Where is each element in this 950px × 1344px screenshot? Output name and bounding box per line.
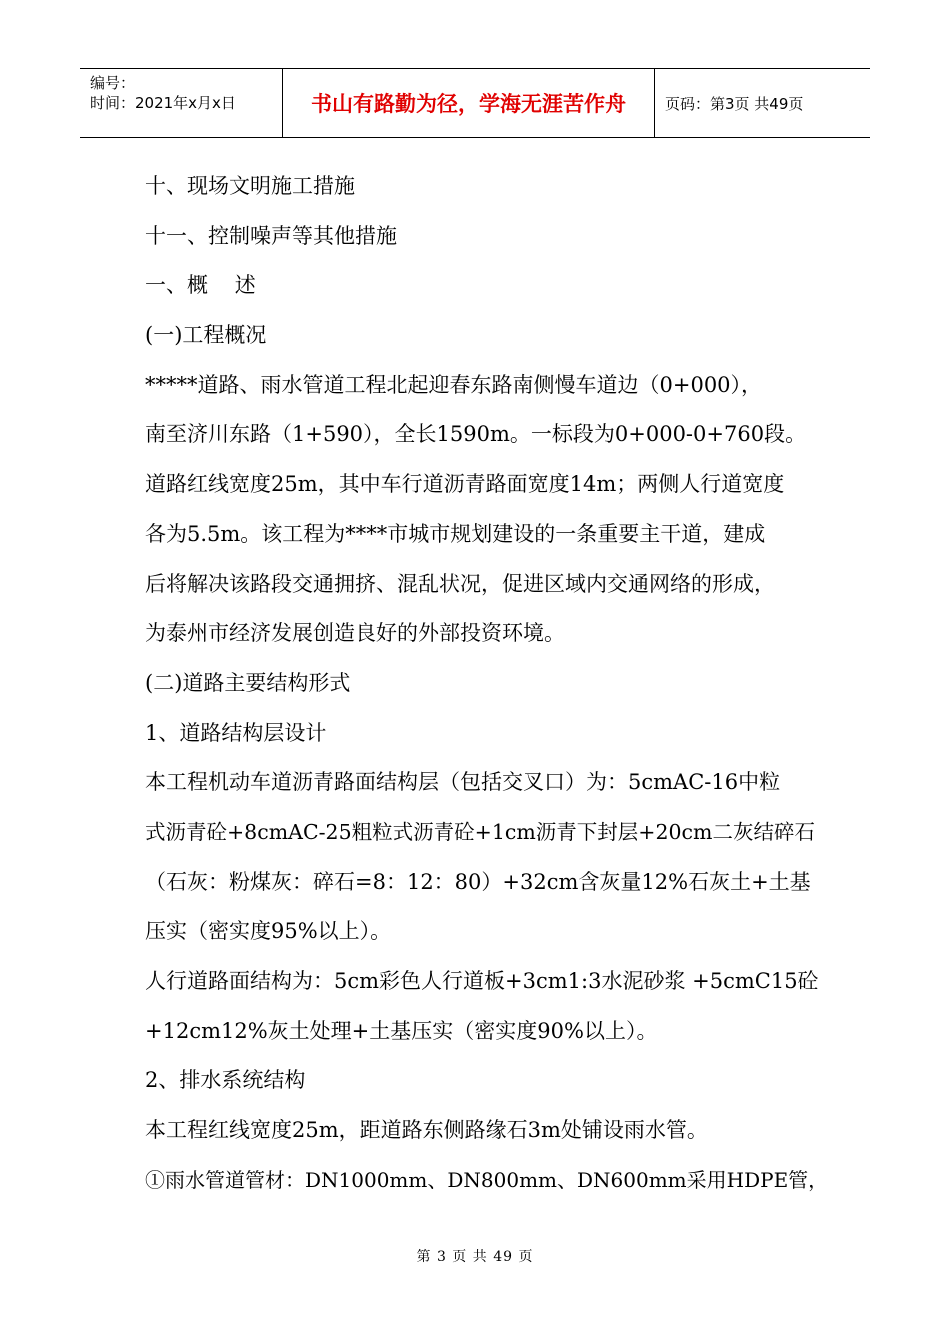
body-line: 2、排水系统结构 — [145, 1068, 306, 1093]
page-header — [80, 68, 870, 138]
body-line: 后将解决该路段交通拥挤、混乱状况，促进区域内交通网络的形成， — [145, 571, 775, 596]
body-line: (二)道路主要结构形式 — [145, 670, 351, 695]
body-line: ①雨水管道管材：DN1000mm、DN800mm、DN600mm采用HDPE管， — [145, 1167, 829, 1192]
document-time: 时间：2021年x月x日 — [90, 94, 236, 112]
body-line: 本工程机动车道沥青路面结构层（包括交叉口）为：5cmAC-16中粒 — [145, 770, 781, 795]
body-line: 一、概 述 — [145, 273, 256, 298]
body-line: （石灰：粉煤灰：碎石=8：12：80）+32cm含灰量12%石灰土+土基 — [145, 869, 811, 894]
body-line: 本工程红线宽度25m，距道路东侧路缘石3m处铺设雨水管。 — [145, 1118, 708, 1143]
body-line: 式沥青砼+8cmAC-25粗粒式沥青砼+1cm沥青下封层+20cm二灰结碎石 — [145, 819, 815, 844]
body-line: 南至济川东路（1+590），全长1590m。一标段为0+000-0+760段。 — [145, 422, 807, 447]
body-line: *****道路、雨水管道工程北起迎春东路南侧慢车道边（0+000）， — [145, 372, 763, 397]
page-footer: 第 3 页 共 49 页 — [416, 1249, 534, 1265]
body-line: +12cm12%灰土处理+土基压实（密实度90%以上）。 — [145, 1018, 658, 1043]
header-meta — [80, 69, 282, 137]
body-line: 1、道路结构层设计 — [145, 720, 327, 745]
body-line: 压实（密实度95%以上）。 — [145, 919, 392, 944]
header-page-info: 页码：第3页 共49页 — [665, 94, 804, 113]
body-line: 十、现场文明施工措施 — [145, 174, 355, 198]
body-line: (一)工程概况 — [145, 323, 267, 348]
header-motto: 书山有路勤为径，学海无涯苦作舟 — [282, 69, 655, 137]
document-body — [145, 162, 829, 1205]
body-line: 十一、控制噪声等其他措施 — [145, 223, 397, 248]
body-line: 道路红线宽度25m，其中车行道沥青路面宽度14m；两侧人行道宽度 — [145, 472, 785, 497]
body-line: 各为5.5m。该工程为****市城市规划建设的一条重要主干道，建成 — [145, 521, 766, 546]
body-line: 人行道路面结构为：5cm彩色人行道板+3cm1:3水泥砂浆 +5cmC15砼 — [145, 969, 819, 993]
body-line: 为泰州市经济发展创造良好的外部投资环境。 — [145, 621, 565, 646]
document-number: 编号： — [90, 74, 136, 92]
